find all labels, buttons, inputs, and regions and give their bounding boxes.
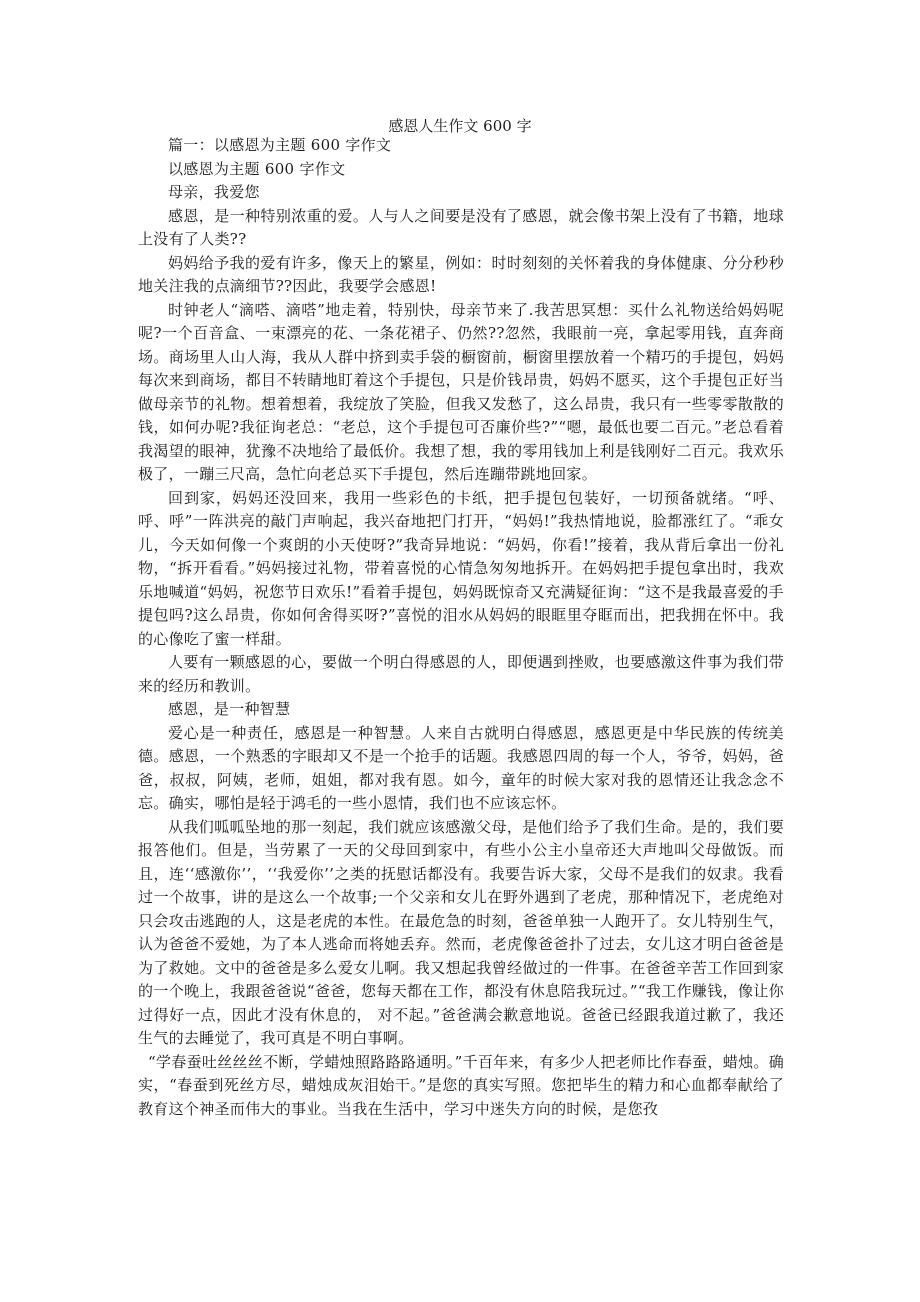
section-heading: 篇一：以感恩为主题 600 字作文 — [168, 136, 392, 154]
document-body — [138, 134, 784, 1121]
essay-subtitle: 母亲，我爱您 — [168, 183, 260, 201]
paragraph: 妈妈给予我的爱有许多，像天上的繁星，例如：时时刻刻的关怀着我的身体健康、分分秒秒地关注我的点滴细节??因此，我要学会感恩! — [138, 253, 784, 295]
essay-title: 以感恩为主题 600 字作文 — [168, 159, 346, 178]
paragraph: 感恩，是一种特别浓重的爱。人与人之间要是没有了感恩，就会像书架上没有了书籍，地球上没有了人类?? — [138, 206, 784, 248]
document-title: 感恩人生作文 600 字 — [388, 117, 532, 135]
paragraph: 回到家，妈妈还没回来，我用一些彩色的卡纸，把手提包包装好，一切预备就绪。“呼、呼、呼”一阵洪亮的敲门声响起，我兴奋地把门打开，“妈妈!”我热情地说，脸都涨红了。“乖女儿，今天如何像一个爽朗的小天使呀?”我奇异地说：“妈妈，你看!”接着，我从背后拿出一份礼物，“拆开看看。”妈妈接过礼物，带着喜悦的心情急匆匆地拆开。在妈妈把手提包拿出时，我欢乐地喊道“妈妈，祝您节日欢乐!”看着手提包，妈妈既惊奇又充满疑征询：“这不是我最喜爱的手提包吗?这么昂贵，你如何舍得买呀?”喜悦的泪水从妈妈的眼眶里夺眶而出，把我拥在怀中。我的心像吃了蜜一样甜。 — [138, 488, 784, 648]
paragraph: “学春蚕吐丝丝丝不断，学蜡烛照路路路通明。”千百年来，有多少人把老师比作春蚕，蜡烛。确实，“春蚕到死丝方尽，蜡烛成灰泪始干。”是您的真实写照。您把毕生的精力和心血都奉献给了教育这个神圣而伟大的事业。当我在生活中，学习中迷失方向的时候，是您孜 — [138, 1052, 784, 1118]
paragraph: 爱心是一种责任，感恩是一种智慧。人来自古就明白得感恩，感恩更是中华民族的传统美德。感恩，一个熟悉的字眼却又不是一个抢手的话题。我感恩四周的每一个人，爷爷，妈妈，爸爸，叔叔，阿姨，老师，姐姐，都对我有恩。如今，童年的时候大家对我的恩情还让我念念不忘。确实，哪怕是轻于鸿毛的一些小恩情，我们也不应该忘怀。 — [138, 723, 784, 812]
paragraph: 时钟老人“滴嗒、滴嗒”地走着，特别快，母亲节来了.我苦思冥想：买什么礼物送给妈妈呢呢?一个百音盒、一束漂亮的花、一条花裙子、仍然??忽然，我眼前一亮，拿起零用钱，直奔商场。商场里人山人海，我从人群中挤到卖手袋的橱窗前，橱窗里摆放着一个精巧的手提包，妈妈每次来到商场，都目不转睛地盯着这个手提包，只是价钱昂贵，妈妈不愿买，这个手提包正好当做母亲节的礼物。想着想着，我绽放了笑脸，但我又发愁了，这么昂贵，我只有一些零零散散的钱，如何办呢?我征询老总：“老总，这个手提包可否廉价些?”“嗯，最低也要二百元。”老总看着我渴望的眼神，犹豫不决地给了最低价。我想了想，我的零用钱加上利是钱刚好二百元。我欢乐极了，一蹦三尺高，急忙向老总买下手提包，然后连蹦带跳地回家。 — [138, 300, 784, 483]
paragraph: 人要有一颗感恩的心，要做一个明白得感恩的人，即便遇到挫败，也要感激这件事为我们带来的经历和教训。 — [138, 653, 784, 695]
paragraph: 从我们呱呱坠地的那一刻起，我们就应该感激父母，是他们给予了我们生命。是的，我们要报答他们。但是，当劳累了一天的父母回到家中，有些小公主小皇帝还大声地叫父母做饭。而且，连‘‘感激你’’，‘‘我爱你’’之类的抚慰话都没有。我要告诉大家，父母不是我们的奴隶。我看过一个故事，讲的是这么一个故事;一个父亲和女儿在野外遇到了老虎，那种情况下，老虎绝对只会攻击逃跑的人，这是老虎的本性。在最危急的时刻，爸爸单独一人跑开了。女儿特别生气，认为爸爸不爱她，为了本人逃命而将她丢弃。然而，老虎像爸爸扑了过去，女儿这才明白爸爸是为了救她。文中的爸爸是多么爱女儿啊。我又想起我曾经做过的一件事。在爸爸辛苦工作回到家的一个晚上，我跟爸爸说“爸爸，您每天都在工作，都没有休息陪我玩过。”“我工作赚钱，像让你过得好一点，因此才没有休息的， 对不起。”爸爸满会歉意地说。爸爸已经跟我道过歉了，我还生气的去睡觉了，我可真是不明白事啊。 — [138, 817, 784, 1047]
essay-subtitle: 感恩，是一种智慧 — [168, 700, 291, 718]
